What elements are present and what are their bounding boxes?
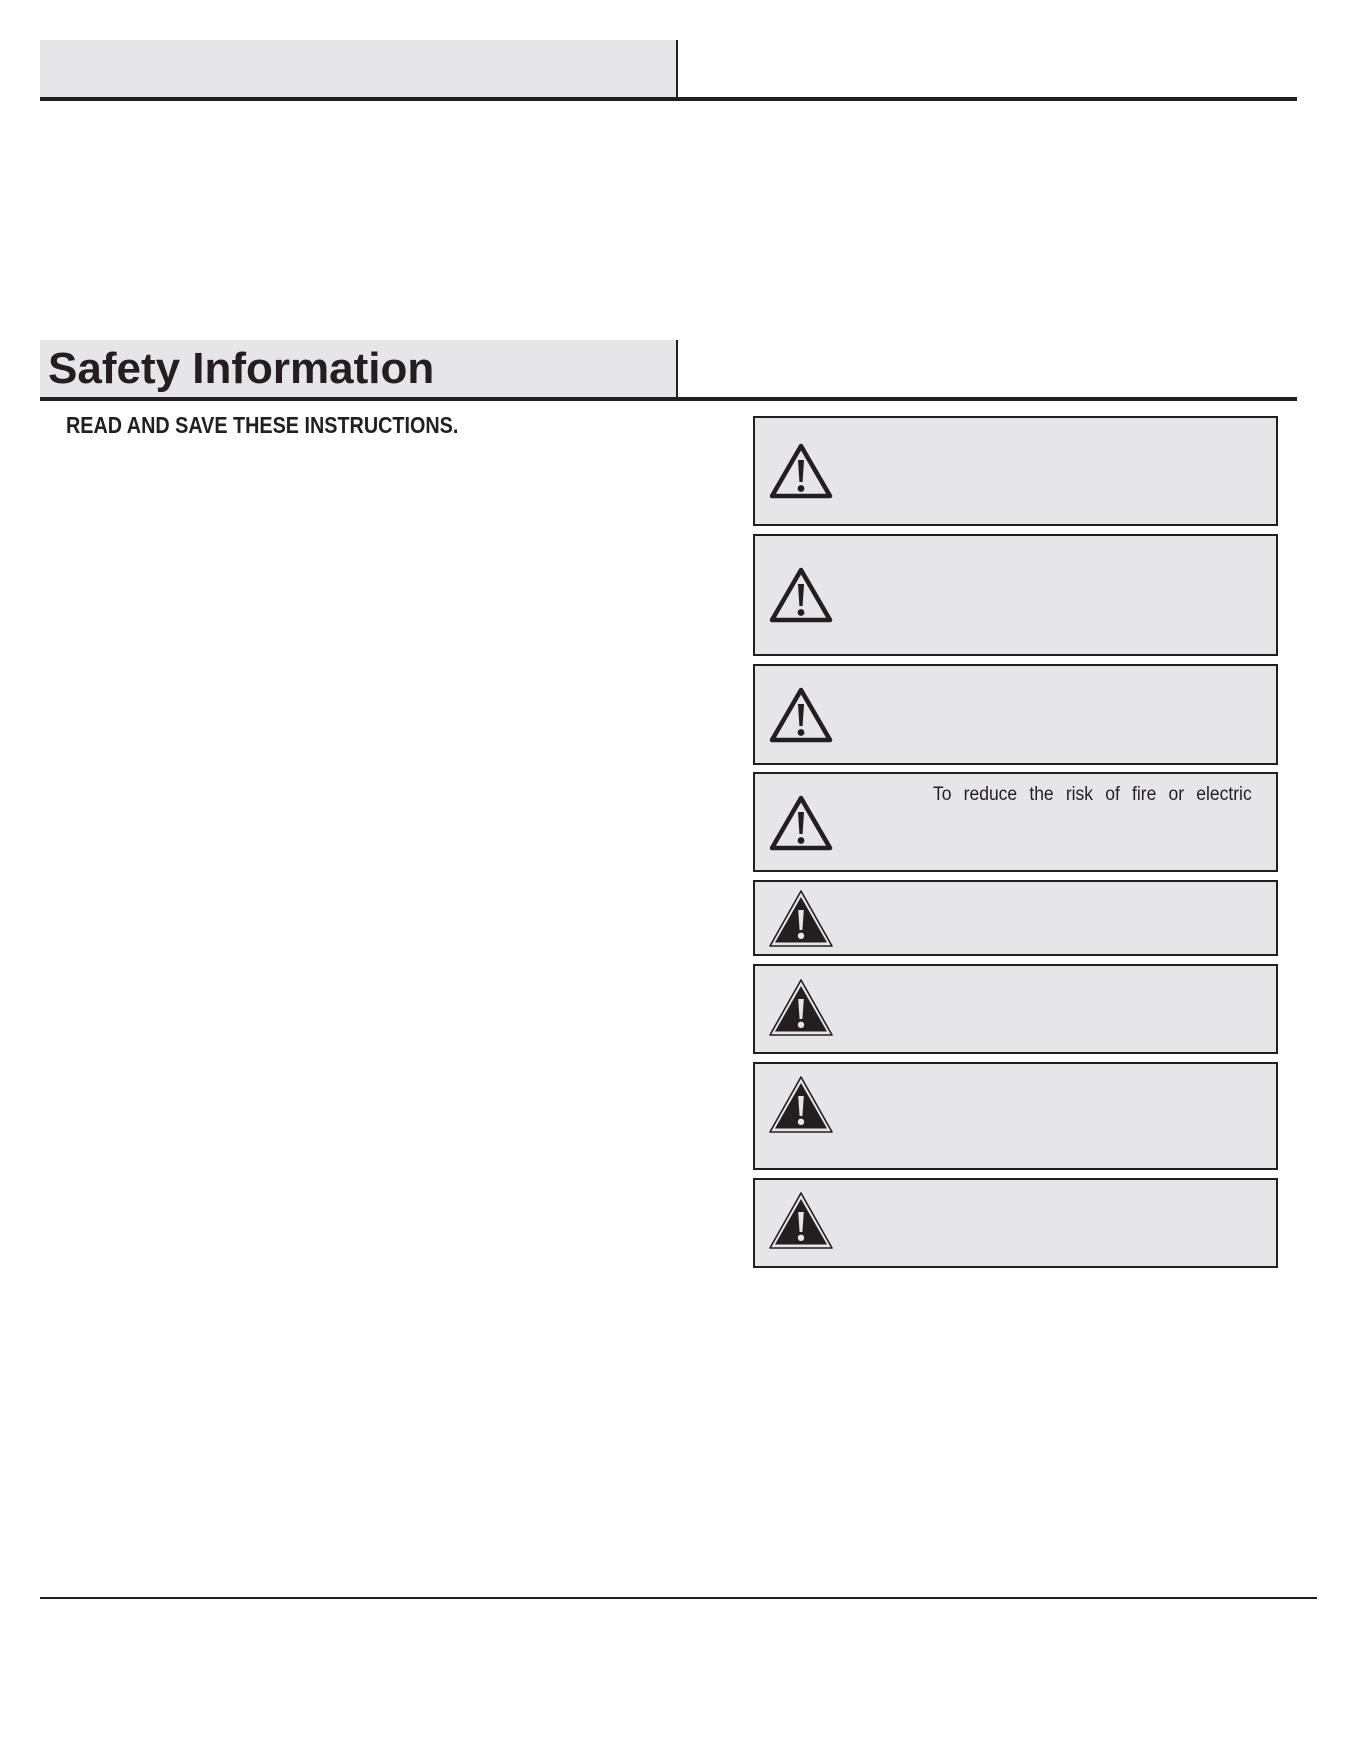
- warning-box: [753, 1178, 1278, 1268]
- warning-box: [753, 772, 1278, 872]
- warning-filled-icon: [769, 979, 833, 1037]
- top-section-header: [40, 40, 1297, 101]
- warning-outline-icon: [769, 566, 833, 624]
- warning-filled-icon: [769, 1076, 833, 1134]
- warning-box: [753, 964, 1278, 1054]
- warning-box: [753, 534, 1278, 656]
- warning-outline-icon: [769, 686, 833, 744]
- warning-filled-icon: [769, 890, 833, 948]
- warning-outline-icon: [769, 442, 833, 500]
- footer-rule: [40, 1597, 1317, 1599]
- safety-section-header: [40, 340, 1297, 401]
- warning-outline-icon: [769, 794, 833, 852]
- warning-box: [753, 664, 1278, 765]
- safety-section-title: Safety Information: [48, 344, 435, 393]
- top-section-title-panel: [40, 40, 678, 97]
- warning-filled-icon: [769, 1192, 833, 1250]
- warning-box: [753, 416, 1278, 526]
- safety-section-title-panel: [40, 340, 678, 397]
- warning-box: [753, 880, 1278, 956]
- warning-text: To reduce the risk of fire or electric: [933, 784, 1252, 805]
- warning-box: [753, 1062, 1278, 1170]
- read-and-save-instructions: READ AND SAVE THESE INSTRUCTIONS.: [66, 412, 459, 438]
